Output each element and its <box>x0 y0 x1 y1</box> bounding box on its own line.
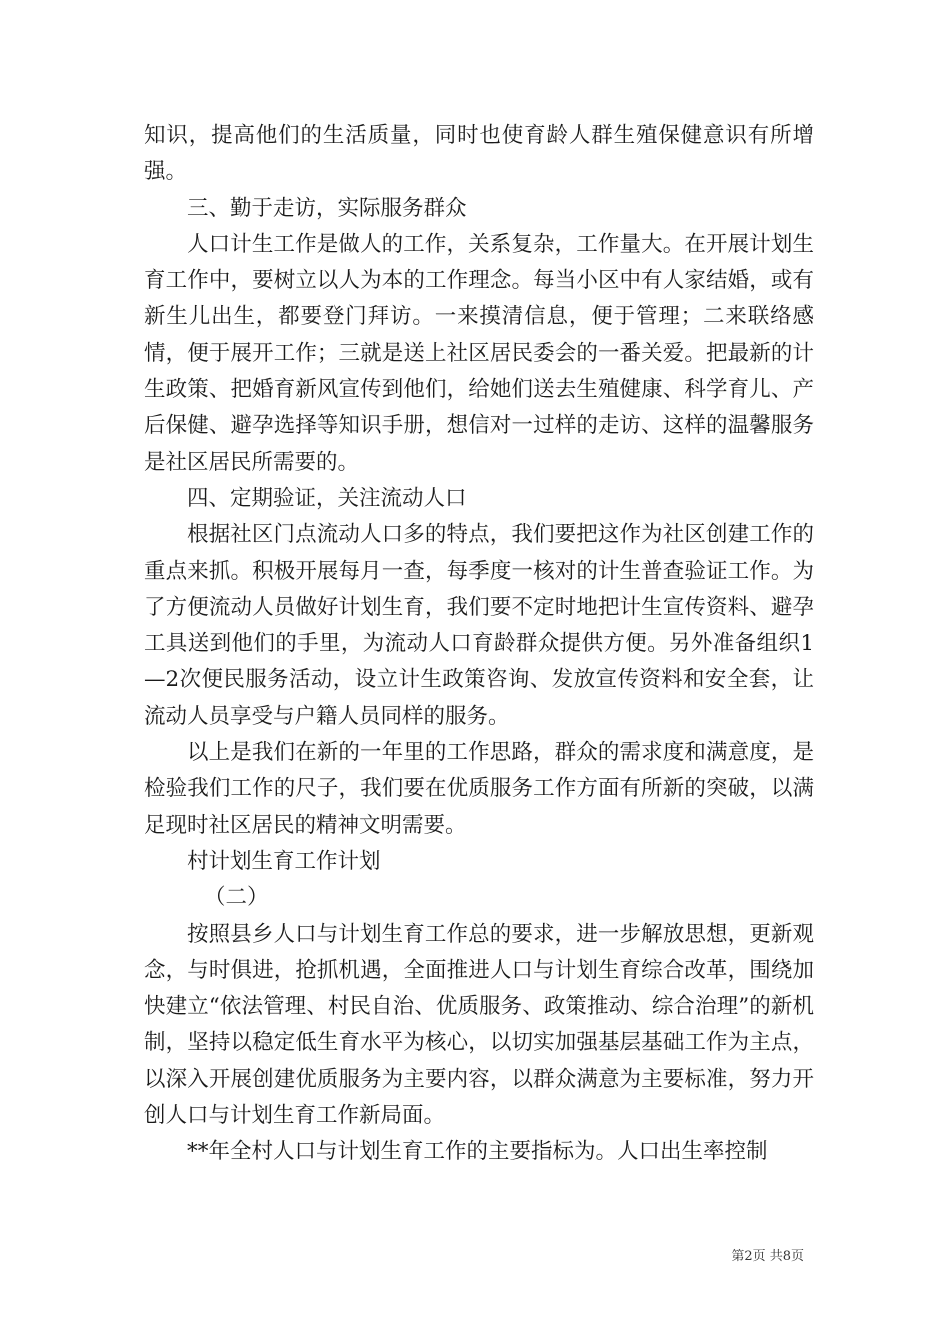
document-subtitle: （二） <box>204 885 269 911</box>
section-heading-4: 四、定期验证，关注流动人口 <box>187 485 467 511</box>
paragraph: 人口计生工作是做人的工作，关系复杂，工作量大。在开展计划生育工作中，要树立以人为本的工作理念。每当小区中有人家结婚，或有新生儿出生，都要登门拜访。一来摸清信息，便于管理；二来联络感情，便于展开工作；三就是送上社区居民委会的一番关爱。把最新的计生政策、把婚育新风宣传到他们，给她们送去生殖健康、科学育儿、产后保健、避孕选择等知识手册，想信对一过样的走访、这样的温馨服务是社区居民所需要的。 <box>144 231 814 475</box>
paragraph: 按照县乡人口与计划生育工作总的要求，进一步解放思想，更新观念，与时俱进，抢抓机遇，全面推进人口与计划生育综合改革，围绕加快建立“依法管理、村民自治、优质服务、政策推动、综合治理”的新机制，坚持以稳定低生育水平为核心，以切实加强基层基础工作为主点，以深入开展创建优质服务为主要内容，以群众满意为主要标准，努力开创人口与计划生育工作新局面。 <box>144 921 814 1129</box>
paragraph: **年全村人口与计划生育工作的主要指标为。人口出生率控制 <box>187 1139 768 1165</box>
paragraph-continued: 知识，提高他们的生活质量，同时也使育龄人群生殖保健意识有所增强。 <box>144 123 814 185</box>
body-text <box>144 118 814 1171</box>
document-title: 村计划生育工作计划 <box>187 848 381 874</box>
section-heading-3: 三、勤于走访，实际服务群众 <box>187 195 467 221</box>
paragraph: 根据社区门点流动人口多的特点，我们要把这作为社区创建工作的重点来抓。积极开展每月一查，每季度一核对的计生普查验证工作。为了方便流动人员做好计划生育，我们要不定时地把计生宣传资料、避孕工具送到他们的手里，为流动人口育龄群众提供方便。另外准备组织1—2次便民服务活动，设立计生政策咨询、发放宣传资料和安全套，让流动人员享受与户籍人员同样的服务。 <box>144 522 814 729</box>
page-number: 第2页 共8页 <box>731 1249 804 1264</box>
paragraph: 以上是我们在新的一年里的工作思路，群众的需求度和满意度，是检验我们工作的尺子，我们要在优质服务工作方面有所新的突破，以满足现时社区居民的精神文明需要。 <box>144 740 814 838</box>
